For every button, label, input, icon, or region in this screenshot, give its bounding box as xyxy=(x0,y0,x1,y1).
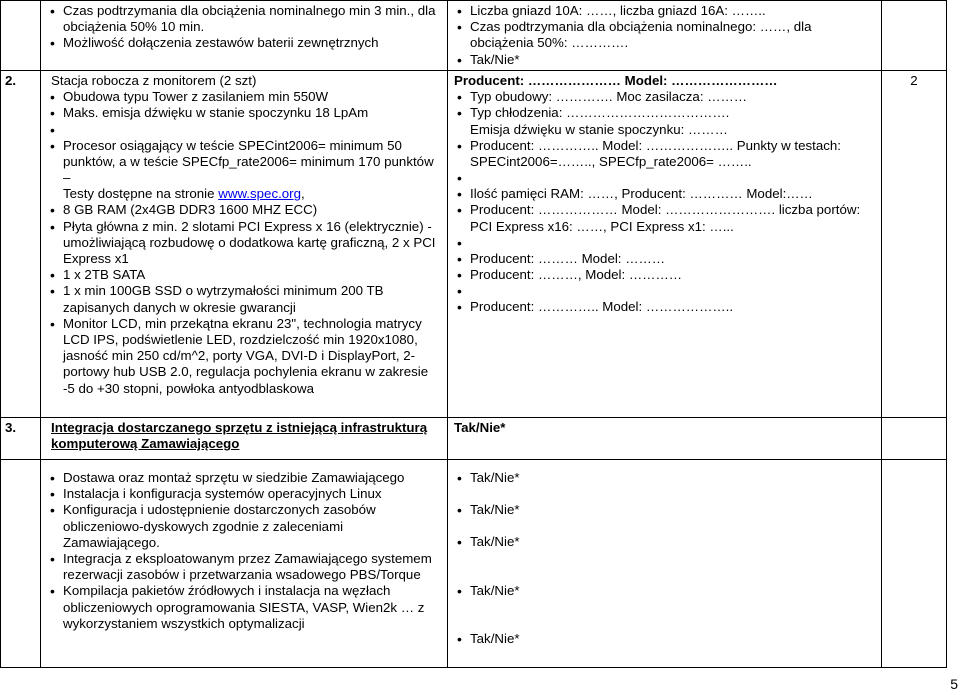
list-item: • Typ chłodzenia: ………………………………. xyxy=(454,105,875,121)
requirement-cell xyxy=(41,460,448,668)
list-item: • Tak/Nie* xyxy=(454,52,875,68)
list-item: • Ilość pamięci RAM: ……, Producent: ………… Model:…… xyxy=(454,186,875,202)
offer-cell xyxy=(448,418,882,460)
list-item: • 1 x min 100GB SSD o wytrzymałości minimum 200 TB zapisanych danych w okresie gwarancji xyxy=(47,283,441,315)
table-row xyxy=(1,1,947,71)
list-item: • Płyta główna z min. 2 slotami PCI Express x 16 (elektrycznie) - umożliwiającą rozbudowę o dodatkowa kartę graficzną, 2 x PCI Express x1 xyxy=(47,219,441,268)
points-cell xyxy=(882,1,947,71)
requirement-cell xyxy=(41,1,448,71)
list-item: • Liczba gniazd 10A: ……, liczba gniazd 16A: …….. xyxy=(454,3,875,19)
list-item: • Procesor osiągający w teście SPECint2006= minimum 50 punktów, a w teście SPECfp_rate2006= minimum 170 punktów – xyxy=(47,138,441,187)
list-item: • Tak/Nie* xyxy=(454,583,875,599)
list-item: • Integracja z eksploatowanym przez Zamawiającego systemem rezerwacji zasobów i przetwarzania wsadowego PBS/Torque xyxy=(47,551,441,583)
spec-link[interactable]: www.spec.org xyxy=(218,186,302,202)
requirement-cell xyxy=(41,71,448,418)
list-item: Emisja dźwięku w stanie spoczynku: ……… xyxy=(470,121,728,137)
list-item: • Dostawa oraz montaż sprzętu w siedzibie Zamawiającego xyxy=(47,470,441,486)
list-item: • Kompilacja pakietów źródłowych i instalacja na węzłach obliczeniowych oprogramowania SIESTA, VASP, Wien2k … z wykorzystaniem wszystkich optymalizacji xyxy=(47,583,441,632)
points-cell xyxy=(882,71,947,418)
points-value: 2 xyxy=(910,73,918,88)
list-item: • Producent: ……………… Model: ……………………. liczba portów: PCI Express x16: ……, PCI Express x1: …... xyxy=(454,202,875,234)
list-item: • Producent: ………….. Model: ……………….. xyxy=(454,299,875,315)
section-title: Stacja robocza z monitorem (2 szt) xyxy=(51,73,257,88)
list-item: • Instalacja i konfiguracja systemów operacyjnych Linux xyxy=(47,486,441,502)
list-item: • Typ obudowy: …………. Moc zasilacza: ……… xyxy=(454,89,875,105)
list-item: • Maks. emisja dźwięku w stanie spoczynku 18 LpAm xyxy=(47,105,441,121)
row-number-cell: 2. xyxy=(1,71,41,418)
list-item: • Producent: ………, Model: ………… xyxy=(454,267,875,283)
list-item: • Tak/Nie* xyxy=(454,534,875,550)
spec-note: Testy dostępne na stronie www.spec.org, xyxy=(63,186,305,202)
list-item: • Czas podtrzymania dla obciążenia nominalnego min 3 min., dla obciążenia 50% 10 min. xyxy=(47,3,441,35)
requirement-cell xyxy=(41,418,448,460)
list-item: • Czas podtrzymania dla obciążenia nominalnego: ……, dla obciążenia 50%: …………. xyxy=(454,19,875,51)
list-item: • Tak/Nie* xyxy=(454,502,875,518)
producer-model-line: Producent: ………………… Model: …………………… xyxy=(454,73,778,88)
table-row xyxy=(1,71,947,418)
section-title: Integracja dostarczanego sprzętu z istniejącą infrastrukturą komputerową Zamawiającego xyxy=(51,420,428,452)
list-item: • 1 x 2TB SATA xyxy=(47,267,441,283)
points-cell xyxy=(882,460,947,668)
offer-cell xyxy=(448,1,882,71)
offer-cell xyxy=(448,460,882,668)
list-item: • Konfiguracja i udostępnienie dostarczonych zasobów obliczeniowo-dyskowych zgodnie z zaleceniami Zamawiającego. xyxy=(47,502,441,551)
list-item: • Producent: ……… Model: ……… xyxy=(454,251,875,267)
header-offer: Tak/Nie* xyxy=(454,420,506,435)
list-item: • Możliwość dołączenia zestawów baterii zewnętrznych xyxy=(47,35,441,51)
list-item: • Obudowa typu Tower z zasilaniem min 550W xyxy=(47,89,441,105)
list-item: • Monitor LCD, min przekątna ekranu 23", technologia matrycy LCD IPS, podświetlenie LED, rozdzielczość min 1920x1080, jasność min 250 cd/m^2, porty VGA, DVI-D i DisplayPort, 2-portowy hub USB 2.0, regulacja pochylenia ekranu w zakresie -5 do +30 stopni, powłoka antyodblaskowa xyxy=(47,316,441,397)
list-item: • 8 GB RAM (2x4GB DDR3 1600 MHZ ECC) xyxy=(47,202,441,218)
offer-cell xyxy=(448,71,882,418)
points-cell xyxy=(882,418,947,460)
row-number-cell xyxy=(1,1,41,71)
list-item: • Producent: ………….. Model: ……………….. Punkty w testach: SPECint2006=…….., SPECfp_rate2006= …….. xyxy=(454,138,875,170)
table-row xyxy=(1,418,947,460)
page-number: 5 xyxy=(950,676,958,692)
list-item: • Tak/Nie* xyxy=(454,470,875,486)
table-row xyxy=(1,460,947,668)
row-number-cell: 3. xyxy=(1,418,41,460)
list-item: • Tak/Nie* xyxy=(454,631,875,647)
row-number-cell xyxy=(1,460,41,668)
